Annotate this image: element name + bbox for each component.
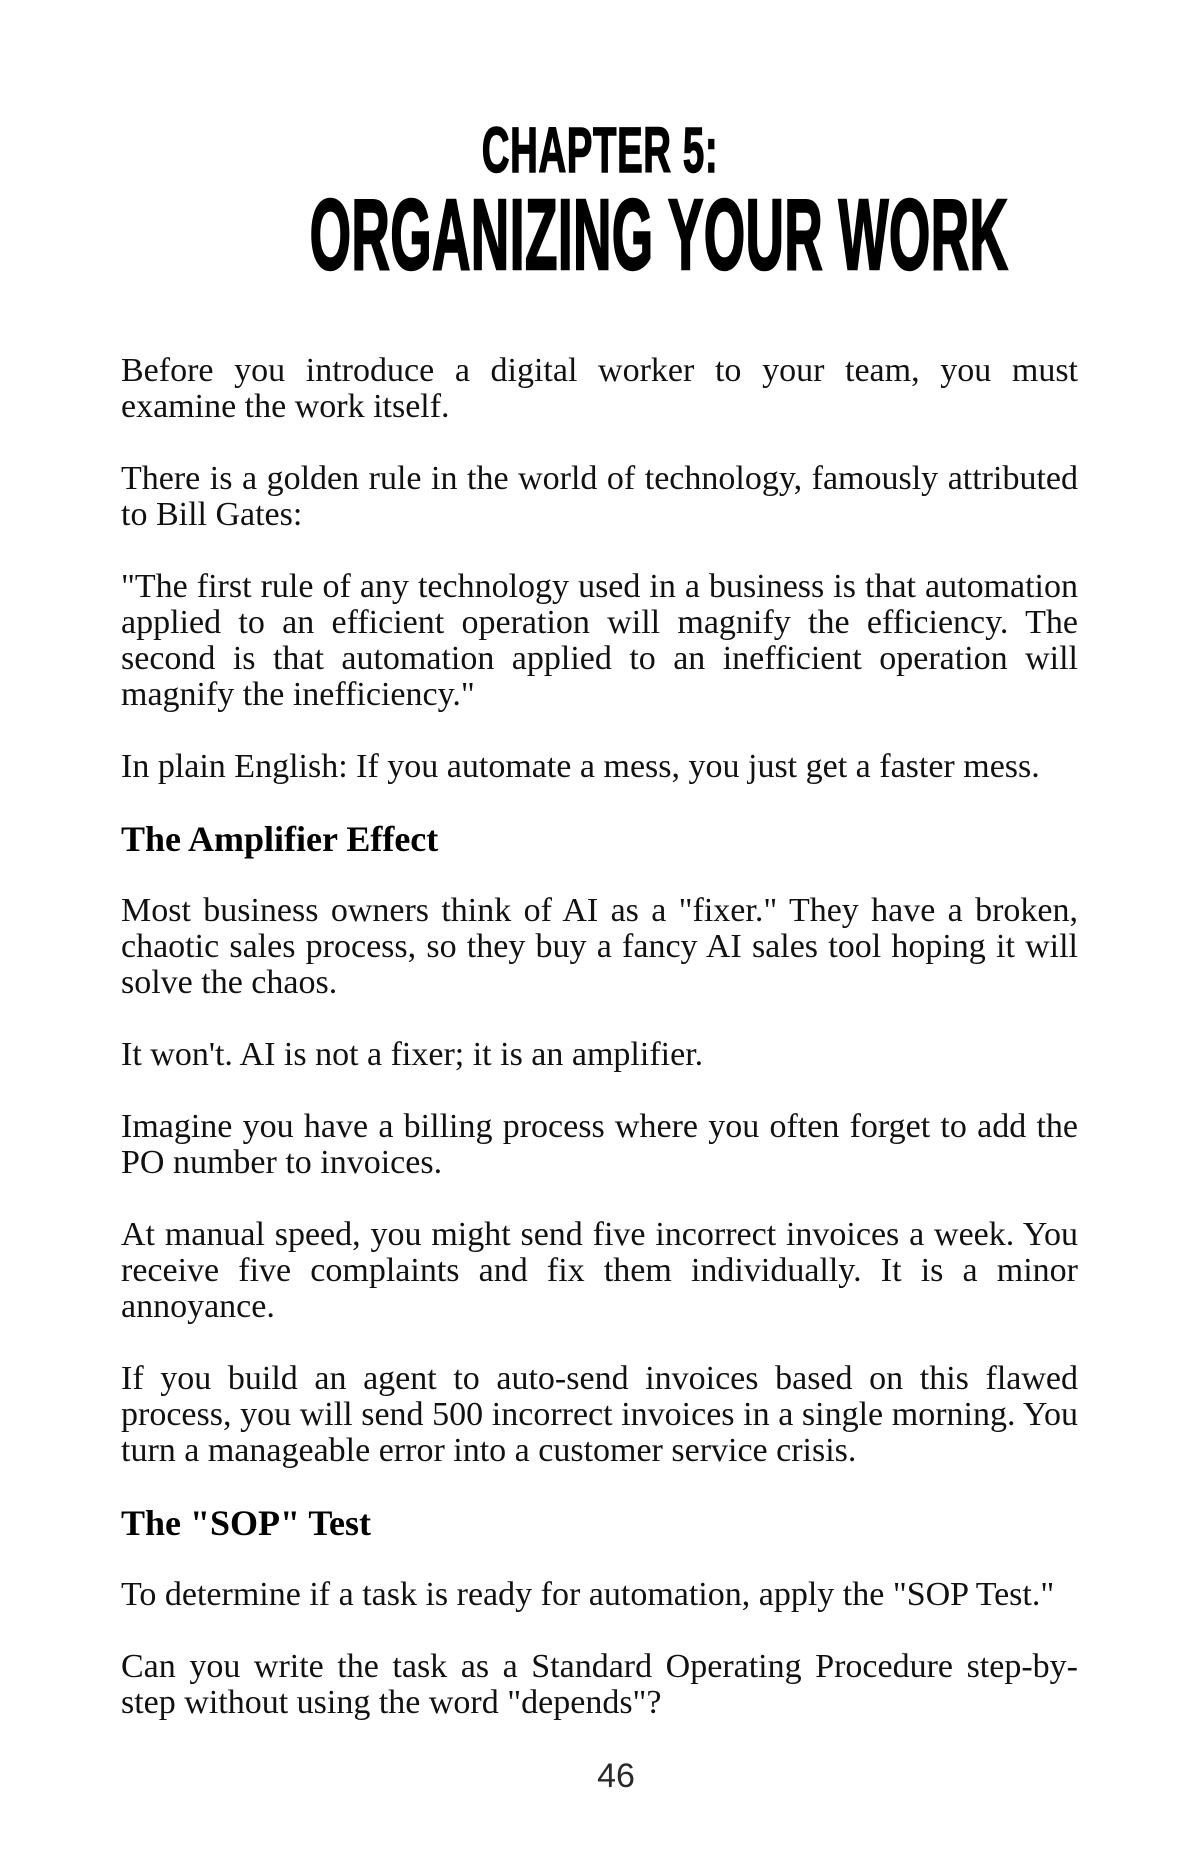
paragraph: Can you write the task as a Standard Operating Procedure step-by-step without using the word "depends"? bbox=[121, 1648, 1078, 1721]
paragraph: If you build an agent to auto-send invoices based on this flawed process, you will send 500 incorrect invoices in a single morning. You turn a manageable error into a customer service crisis. bbox=[121, 1360, 1078, 1469]
body-text bbox=[121, 353, 1078, 1757]
paragraph: To determine if a task is ready for automation, apply the "SOP Test." bbox=[121, 1576, 1055, 1613]
chapter-title bbox=[0, 179, 1200, 291]
paragraph-quote: "The first rule of any technology used in a business is that automation applied to an efficient operation will magnify the efficiency. The second is that automation applied to an inefficient operation will magnify the inefficiency." bbox=[121, 568, 1078, 713]
chapter-label-text: CHAPTER 5: bbox=[481, 114, 719, 186]
paragraph: In plain English: If you automate a mess, you just get a faster mess. bbox=[121, 748, 1040, 785]
section-heading-sop-test: The "SOP" Test bbox=[121, 1503, 372, 1543]
chapter-title-text: ORGANIZING YOUR WORK bbox=[309, 179, 1009, 291]
paragraph: Before you introduce a digital worker to your team, you must examine the work itself. bbox=[121, 352, 1078, 425]
page-number: 46 bbox=[597, 1757, 635, 1795]
paragraph: Most business owners think of AI as a "fixer." They have a broken, chaotic sales process, so they buy a fancy AI sales tool hoping it will solve the chaos. bbox=[121, 892, 1078, 1001]
chapter-label bbox=[0, 114, 1200, 186]
paragraph: Imagine you have a billing process where you often forget to add the PO number to invoices. bbox=[121, 1108, 1078, 1181]
paragraph: At manual speed, you might send five incorrect invoices a week. You receive five complaints and fix them individually. It is a minor annoyance. bbox=[121, 1216, 1078, 1325]
paragraph: It won't. AI is not a fixer; it is an amplifier. bbox=[121, 1036, 704, 1073]
section-heading-amplifier-effect: The Amplifier Effect bbox=[121, 819, 439, 859]
paragraph: There is a golden rule in the world of technology, famously attributed to Bill Gates: bbox=[121, 460, 1078, 533]
